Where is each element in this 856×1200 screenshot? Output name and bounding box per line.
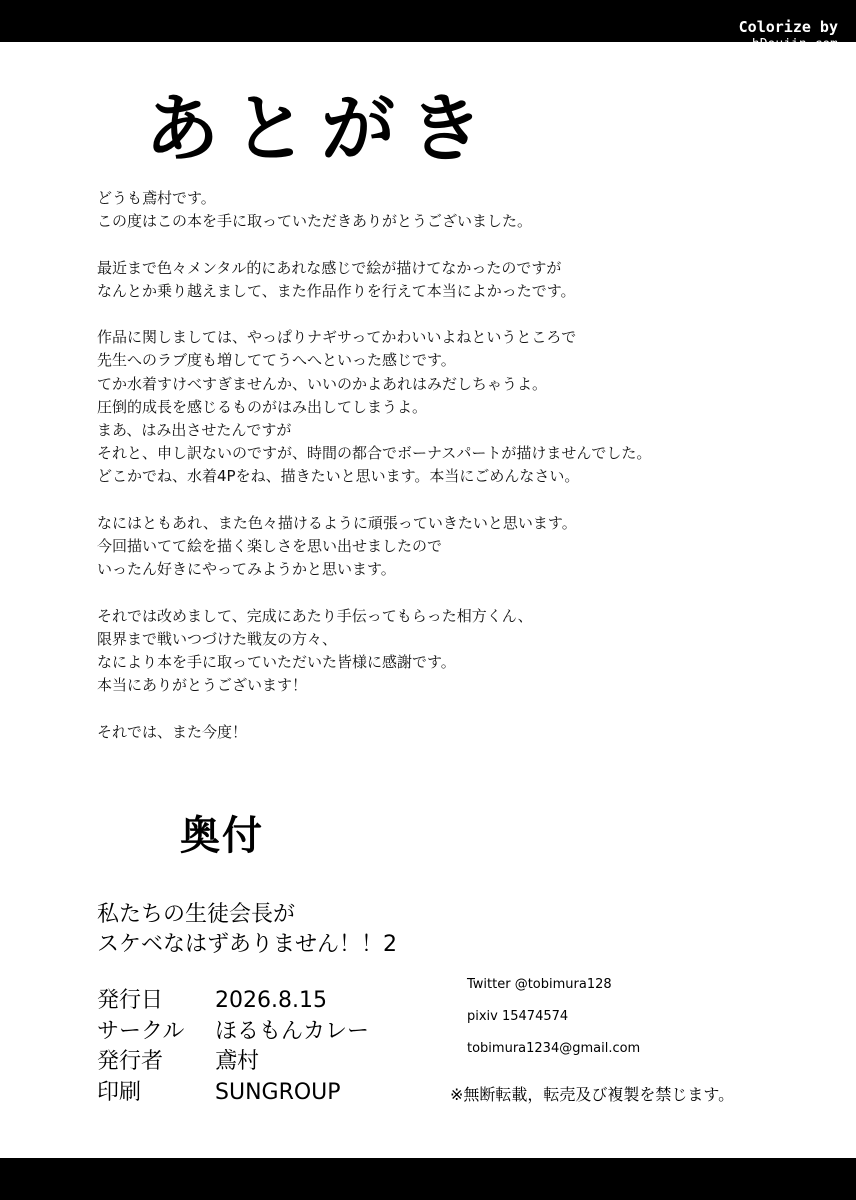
pixiv-id: pixiv 15474574 [467,1009,569,1024]
info-row-date [97,986,369,1017]
paragraph-gap [97,303,777,326]
publication-info [97,986,369,1108]
info-row-printer [97,1078,369,1109]
contact-info [467,976,640,1072]
info-label: サークル [97,1018,185,1044]
afterword-body [97,187,777,744]
book-title [97,900,397,960]
watermark-line1: Colorize by [738,18,838,36]
afterword-title: あとがき [145,86,497,172]
colophon-title: 奥付 [180,813,264,859]
info-value: ほるもんカレー [215,1018,370,1044]
email-address: tobimura1234@gmail.com [467,1041,641,1056]
afterword-line: 今回描いてて絵を描く楽しさを思い出せましたので [97,537,443,555]
afterword-line: いったん好きにやってみようかと思います。 [97,560,396,579]
afterword-line: 作品に関しましては、やっぱりナギサってかわいいよねというところで [97,328,577,347]
afterword-line: 最近まで色々メンタル的にあれな感じで絵が描けてなかったのですが [97,258,562,277]
afterword-line: 本当にありがとうございます！ [97,676,308,695]
afterword-line: それでは、また今度！ [97,722,248,741]
afterword-line: どうも鳶村です。 [97,189,216,207]
paragraph-gap [97,697,777,720]
book-title-line2: スケベなはずありません！！2 [97,932,397,957]
page [0,42,856,1158]
afterword-line: なにはともあれ、また色々描けるように頑張っていきたいと思います。 [97,513,577,532]
book-title-line1: 私たちの生徒会長が [97,902,296,927]
afterword-line: この度はこの本を手に取っていただきありがとうございました。 [97,212,533,231]
afterword-line: 先生へのラブ度も増しててうへへといった感じです。 [97,351,456,370]
info-row-circle [97,1017,369,1048]
afterword-line: てか水着すけべすぎませんか、いいのかよあれはみだしちゃうよ。 [97,374,548,393]
info-label: 発行日 [97,988,164,1013]
paragraph-gap [97,489,777,512]
afterword-line: なんとか乗り越えまして、また作品作りを行えて本当によかったです。 [97,281,576,300]
afterword-line: それと、申し訳ないのですが、時間の都合でボーナスパートが描けませんでした。 [97,444,652,463]
info-value: 2026.8.15 [215,988,327,1013]
info-value: 鳶村 [215,1049,260,1074]
info-label: 発行者 [97,1049,164,1074]
paragraph-gap [97,233,777,256]
copyright-notice: ※無断転載，転売及び複製を禁じます。 [450,1085,735,1104]
info-value: SUNGROUP [215,1079,341,1105]
info-label: 印刷 [97,1079,142,1105]
info-row-publisher [97,1047,369,1078]
afterword-line: 限界まで戦いつづけた戦友の方々、 [97,629,338,648]
afterword-line: どこかでね、水着4Pをね、描きたいと思います。本当にごめんなさい。 [97,467,580,486]
twitter-handle: Twitter @tobimura128 [467,977,612,992]
afterword-line: まあ、はみ出させたんですが [97,421,292,439]
afterword-line: 圧倒的成長を感じるものがはみ出してしまうよ。 [97,397,428,416]
afterword-line: それでは改めまして、完成にあたり手伝ってもらった相方くん、 [97,606,533,625]
paragraph-gap [97,581,777,604]
afterword-line: なにより本を手に取っていただいた皆様に感謝です。 [97,653,456,671]
